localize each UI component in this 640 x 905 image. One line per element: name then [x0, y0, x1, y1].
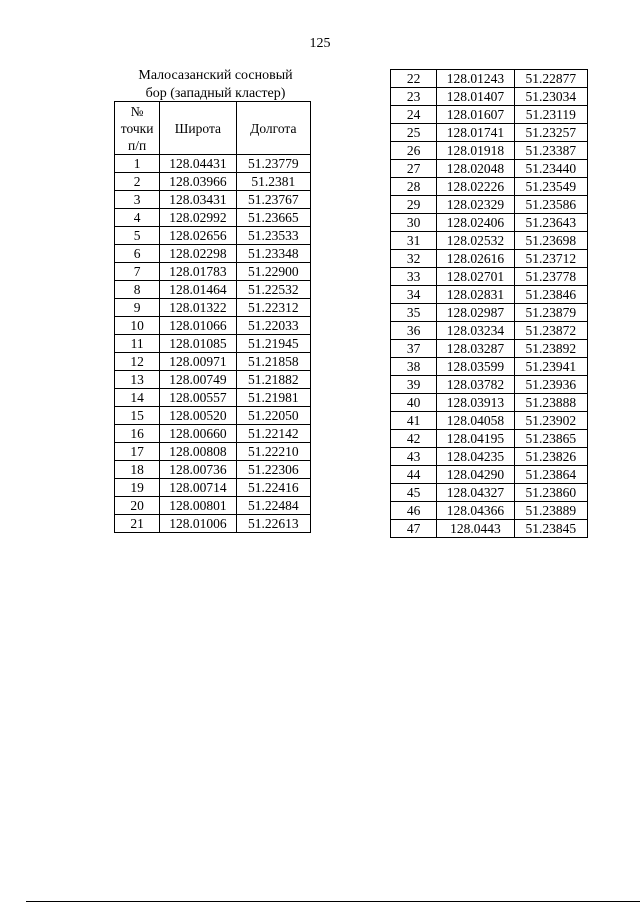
header-point-number-line-2: точки: [120, 120, 154, 136]
header-point-number-line-3: п/п: [128, 137, 147, 153]
longitude-cell: 51.23643: [514, 214, 587, 232]
latitude-cell: 128.01066: [160, 317, 236, 335]
longitude-cell: 51.22613: [236, 515, 310, 533]
latitude-cell: 128.02701: [437, 268, 514, 286]
point-number-cell: 40: [391, 394, 437, 412]
table-row: [115, 389, 311, 407]
latitude-cell: 128.01783: [160, 263, 236, 281]
point-number-cell: 41: [391, 412, 437, 430]
point-number-cell: 6: [115, 245, 160, 263]
latitude-cell: 128.01407: [437, 88, 514, 106]
table-row: [115, 335, 311, 353]
point-number-cell: 30: [391, 214, 437, 232]
latitude-cell: 128.02329: [437, 196, 514, 214]
latitude-cell: 128.00660: [160, 425, 236, 443]
latitude-cell: 128.04327: [437, 484, 514, 502]
longitude-cell: 51.22033: [236, 317, 310, 335]
longitude-cell: 51.23846: [514, 286, 587, 304]
point-number-cell: 16: [115, 425, 160, 443]
table-row: [391, 376, 588, 394]
table-row: [115, 263, 311, 281]
table-row: [391, 178, 588, 196]
table-row: [115, 425, 311, 443]
longitude-cell: 51.21858: [236, 353, 310, 371]
latitude-cell: 128.02616: [437, 250, 514, 268]
longitude-cell: 51.23034: [514, 88, 587, 106]
longitude-cell: 51.2381: [236, 173, 310, 191]
latitude-cell: 128.01918: [437, 142, 514, 160]
point-number-cell: 32: [391, 250, 437, 268]
point-number-cell: 36: [391, 322, 437, 340]
point-number-cell: 17: [115, 443, 160, 461]
table-row: [391, 268, 588, 286]
latitude-cell: 128.00808: [160, 443, 236, 461]
latitude-cell: 128.02298: [160, 245, 236, 263]
table-row: [391, 124, 588, 142]
point-number-cell: 12: [115, 353, 160, 371]
table-row: [391, 520, 588, 538]
point-number-cell: 38: [391, 358, 437, 376]
latitude-cell: 128.04366: [437, 502, 514, 520]
header-latitude: Широта: [160, 102, 236, 155]
longitude-cell: 51.23348: [236, 245, 310, 263]
longitude-cell: 51.23665: [236, 209, 310, 227]
table-row: [391, 142, 588, 160]
table-row: [391, 286, 588, 304]
longitude-cell: 51.22312: [236, 299, 310, 317]
table-row: [391, 106, 588, 124]
latitude-cell: 128.04290: [437, 466, 514, 484]
point-number-cell: 31: [391, 232, 437, 250]
latitude-cell: 128.02048: [437, 160, 514, 178]
longitude-cell: 51.23902: [514, 412, 587, 430]
point-number-cell: 35: [391, 304, 437, 322]
table-row: [115, 155, 311, 173]
header-longitude: Долгота: [236, 102, 310, 155]
latitude-cell: 128.00714: [160, 479, 236, 497]
table-row: [115, 245, 311, 263]
table-row: [391, 340, 588, 358]
longitude-cell: 51.23865: [514, 430, 587, 448]
point-number-cell: 29: [391, 196, 437, 214]
latitude-cell: 128.01464: [160, 281, 236, 299]
point-number-cell: 45: [391, 484, 437, 502]
latitude-cell: 128.00736: [160, 461, 236, 479]
latitude-cell: 128.02226: [437, 178, 514, 196]
longitude-cell: 51.23767: [236, 191, 310, 209]
point-number-cell: 47: [391, 520, 437, 538]
table-row: [115, 227, 311, 245]
point-number-cell: 7: [115, 263, 160, 281]
point-number-cell: 19: [115, 479, 160, 497]
table-row: [391, 466, 588, 484]
longitude-cell: 51.23864: [514, 466, 587, 484]
table-row: [391, 214, 588, 232]
point-number-cell: 14: [115, 389, 160, 407]
latitude-cell: 128.00971: [160, 353, 236, 371]
longitude-cell: 51.22142: [236, 425, 310, 443]
longitude-cell: 51.22210: [236, 443, 310, 461]
longitude-cell: 51.23892: [514, 340, 587, 358]
longitude-cell: 51.22050: [236, 407, 310, 425]
latitude-cell: 128.01607: [437, 106, 514, 124]
title-line-2: бор (западный кластер): [145, 86, 286, 101]
table-row: [391, 232, 588, 250]
table-row: [391, 448, 588, 466]
point-number-cell: 10: [115, 317, 160, 335]
longitude-cell: 51.22877: [514, 70, 587, 88]
table-row: [391, 502, 588, 520]
longitude-cell: 51.21981: [236, 389, 310, 407]
point-number-cell: 26: [391, 142, 437, 160]
point-number-cell: 11: [115, 335, 160, 353]
longitude-cell: 51.23549: [514, 178, 587, 196]
table-row: [115, 497, 311, 515]
point-number-cell: 37: [391, 340, 437, 358]
longitude-cell: 51.22416: [236, 479, 310, 497]
point-number-cell: 24: [391, 106, 437, 124]
point-number-cell: 34: [391, 286, 437, 304]
table-row: [115, 191, 311, 209]
table-row: [115, 173, 311, 191]
latitude-cell: 128.01243: [437, 70, 514, 88]
point-number-cell: 27: [391, 160, 437, 178]
table-row: [391, 304, 588, 322]
table-row: [391, 196, 588, 214]
latitude-cell: 128.03966: [160, 173, 236, 191]
point-number-cell: 13: [115, 371, 160, 389]
latitude-cell: 128.01741: [437, 124, 514, 142]
longitude-cell: 51.23826: [514, 448, 587, 466]
longitude-cell: 51.23879: [514, 304, 587, 322]
longitude-cell: 51.22484: [236, 497, 310, 515]
point-number-cell: 15: [115, 407, 160, 425]
point-number-cell: 1: [115, 155, 160, 173]
table-row: [391, 412, 588, 430]
point-number-cell: 9: [115, 299, 160, 317]
latitude-cell: 128.04058: [437, 412, 514, 430]
point-number-cell: 2: [115, 173, 160, 191]
latitude-cell: 128.04235: [437, 448, 514, 466]
point-number-cell: 46: [391, 502, 437, 520]
point-number-cell: 18: [115, 461, 160, 479]
latitude-cell: 128.03287: [437, 340, 514, 358]
longitude-cell: 51.23779: [236, 155, 310, 173]
longitude-cell: 51.23860: [514, 484, 587, 502]
table-row: [115, 515, 311, 533]
point-number-cell: 25: [391, 124, 437, 142]
table-row: [391, 484, 588, 502]
longitude-cell: 51.23698: [514, 232, 587, 250]
point-number-cell: 21: [115, 515, 160, 533]
header-row: [115, 102, 311, 155]
point-number-cell: 3: [115, 191, 160, 209]
longitude-cell: 51.23845: [514, 520, 587, 538]
latitude-cell: 128.00520: [160, 407, 236, 425]
latitude-cell: 128.02532: [437, 232, 514, 250]
latitude-cell: 128.03782: [437, 376, 514, 394]
point-number-cell: 4: [115, 209, 160, 227]
latitude-cell: 128.01006: [160, 515, 236, 533]
table-row: [115, 353, 311, 371]
latitude-cell: 128.02406: [437, 214, 514, 232]
table-title: [114, 67, 317, 103]
longitude-cell: 51.22306: [236, 461, 310, 479]
table-row: [115, 443, 311, 461]
longitude-cell: 51.23119: [514, 106, 587, 124]
table-row: [115, 209, 311, 227]
latitude-cell: 128.00557: [160, 389, 236, 407]
latitude-cell: 128.04195: [437, 430, 514, 448]
point-number-cell: 42: [391, 430, 437, 448]
longitude-cell: 51.23778: [514, 268, 587, 286]
point-number-cell: 39: [391, 376, 437, 394]
latitude-cell: 128.00801: [160, 497, 236, 515]
latitude-cell: 128.00749: [160, 371, 236, 389]
header-point-number-line-1: №: [130, 103, 144, 119]
longitude-cell: 51.23936: [514, 376, 587, 394]
table-row: [391, 322, 588, 340]
point-number-cell: 44: [391, 466, 437, 484]
table-row: [115, 479, 311, 497]
latitude-cell: 128.01322: [160, 299, 236, 317]
latitude-cell: 128.02987: [437, 304, 514, 322]
table-row: [391, 70, 588, 88]
point-number-cell: 5: [115, 227, 160, 245]
table-row: [115, 299, 311, 317]
table-row: [115, 461, 311, 479]
longitude-cell: 51.23872: [514, 322, 587, 340]
latitude-cell: 128.03234: [437, 322, 514, 340]
latitude-cell: 128.02831: [437, 286, 514, 304]
table-row: [391, 160, 588, 178]
longitude-cell: 51.23941: [514, 358, 587, 376]
latitude-cell: 128.03599: [437, 358, 514, 376]
longitude-cell: 51.23533: [236, 227, 310, 245]
longitude-cell: 51.21882: [236, 371, 310, 389]
latitude-cell: 128.04431: [160, 155, 236, 173]
longitude-cell: 51.23586: [514, 196, 587, 214]
coordinates-table-left: [114, 101, 311, 533]
table-row: [115, 281, 311, 299]
point-number-cell: 23: [391, 88, 437, 106]
table-row: [391, 88, 588, 106]
page-number: 125: [309, 36, 331, 51]
table-row: [115, 371, 311, 389]
longitude-cell: 51.21945: [236, 335, 310, 353]
latitude-cell: 128.0443: [437, 520, 514, 538]
page-bottom-edge: [26, 901, 640, 902]
longitude-cell: 51.23387: [514, 142, 587, 160]
longitude-cell: 51.23440: [514, 160, 587, 178]
point-number-cell: 22: [391, 70, 437, 88]
longitude-cell: 51.23712: [514, 250, 587, 268]
latitude-cell: 128.02656: [160, 227, 236, 245]
latitude-cell: 128.02992: [160, 209, 236, 227]
longitude-cell: 51.23257: [514, 124, 587, 142]
longitude-cell: 51.22532: [236, 281, 310, 299]
table-row: [391, 358, 588, 376]
longitude-cell: 51.23889: [514, 502, 587, 520]
point-number-cell: 20: [115, 497, 160, 515]
title-line-1: Малосазанский сосновый: [138, 68, 293, 83]
point-number-cell: 43: [391, 448, 437, 466]
longitude-cell: 51.22900: [236, 263, 310, 281]
table-row: [115, 317, 311, 335]
point-number-cell: 28: [391, 178, 437, 196]
point-number-cell: 33: [391, 268, 437, 286]
latitude-cell: 128.01085: [160, 335, 236, 353]
table-row: [115, 407, 311, 425]
header-point-number: [115, 102, 160, 155]
longitude-cell: 51.23888: [514, 394, 587, 412]
table-row: [391, 430, 588, 448]
coordinates-table-right: [390, 69, 588, 538]
point-number-cell: 8: [115, 281, 160, 299]
table-row: [391, 250, 588, 268]
latitude-cell: 128.03913: [437, 394, 514, 412]
table-row: [391, 394, 588, 412]
latitude-cell: 128.03431: [160, 191, 236, 209]
